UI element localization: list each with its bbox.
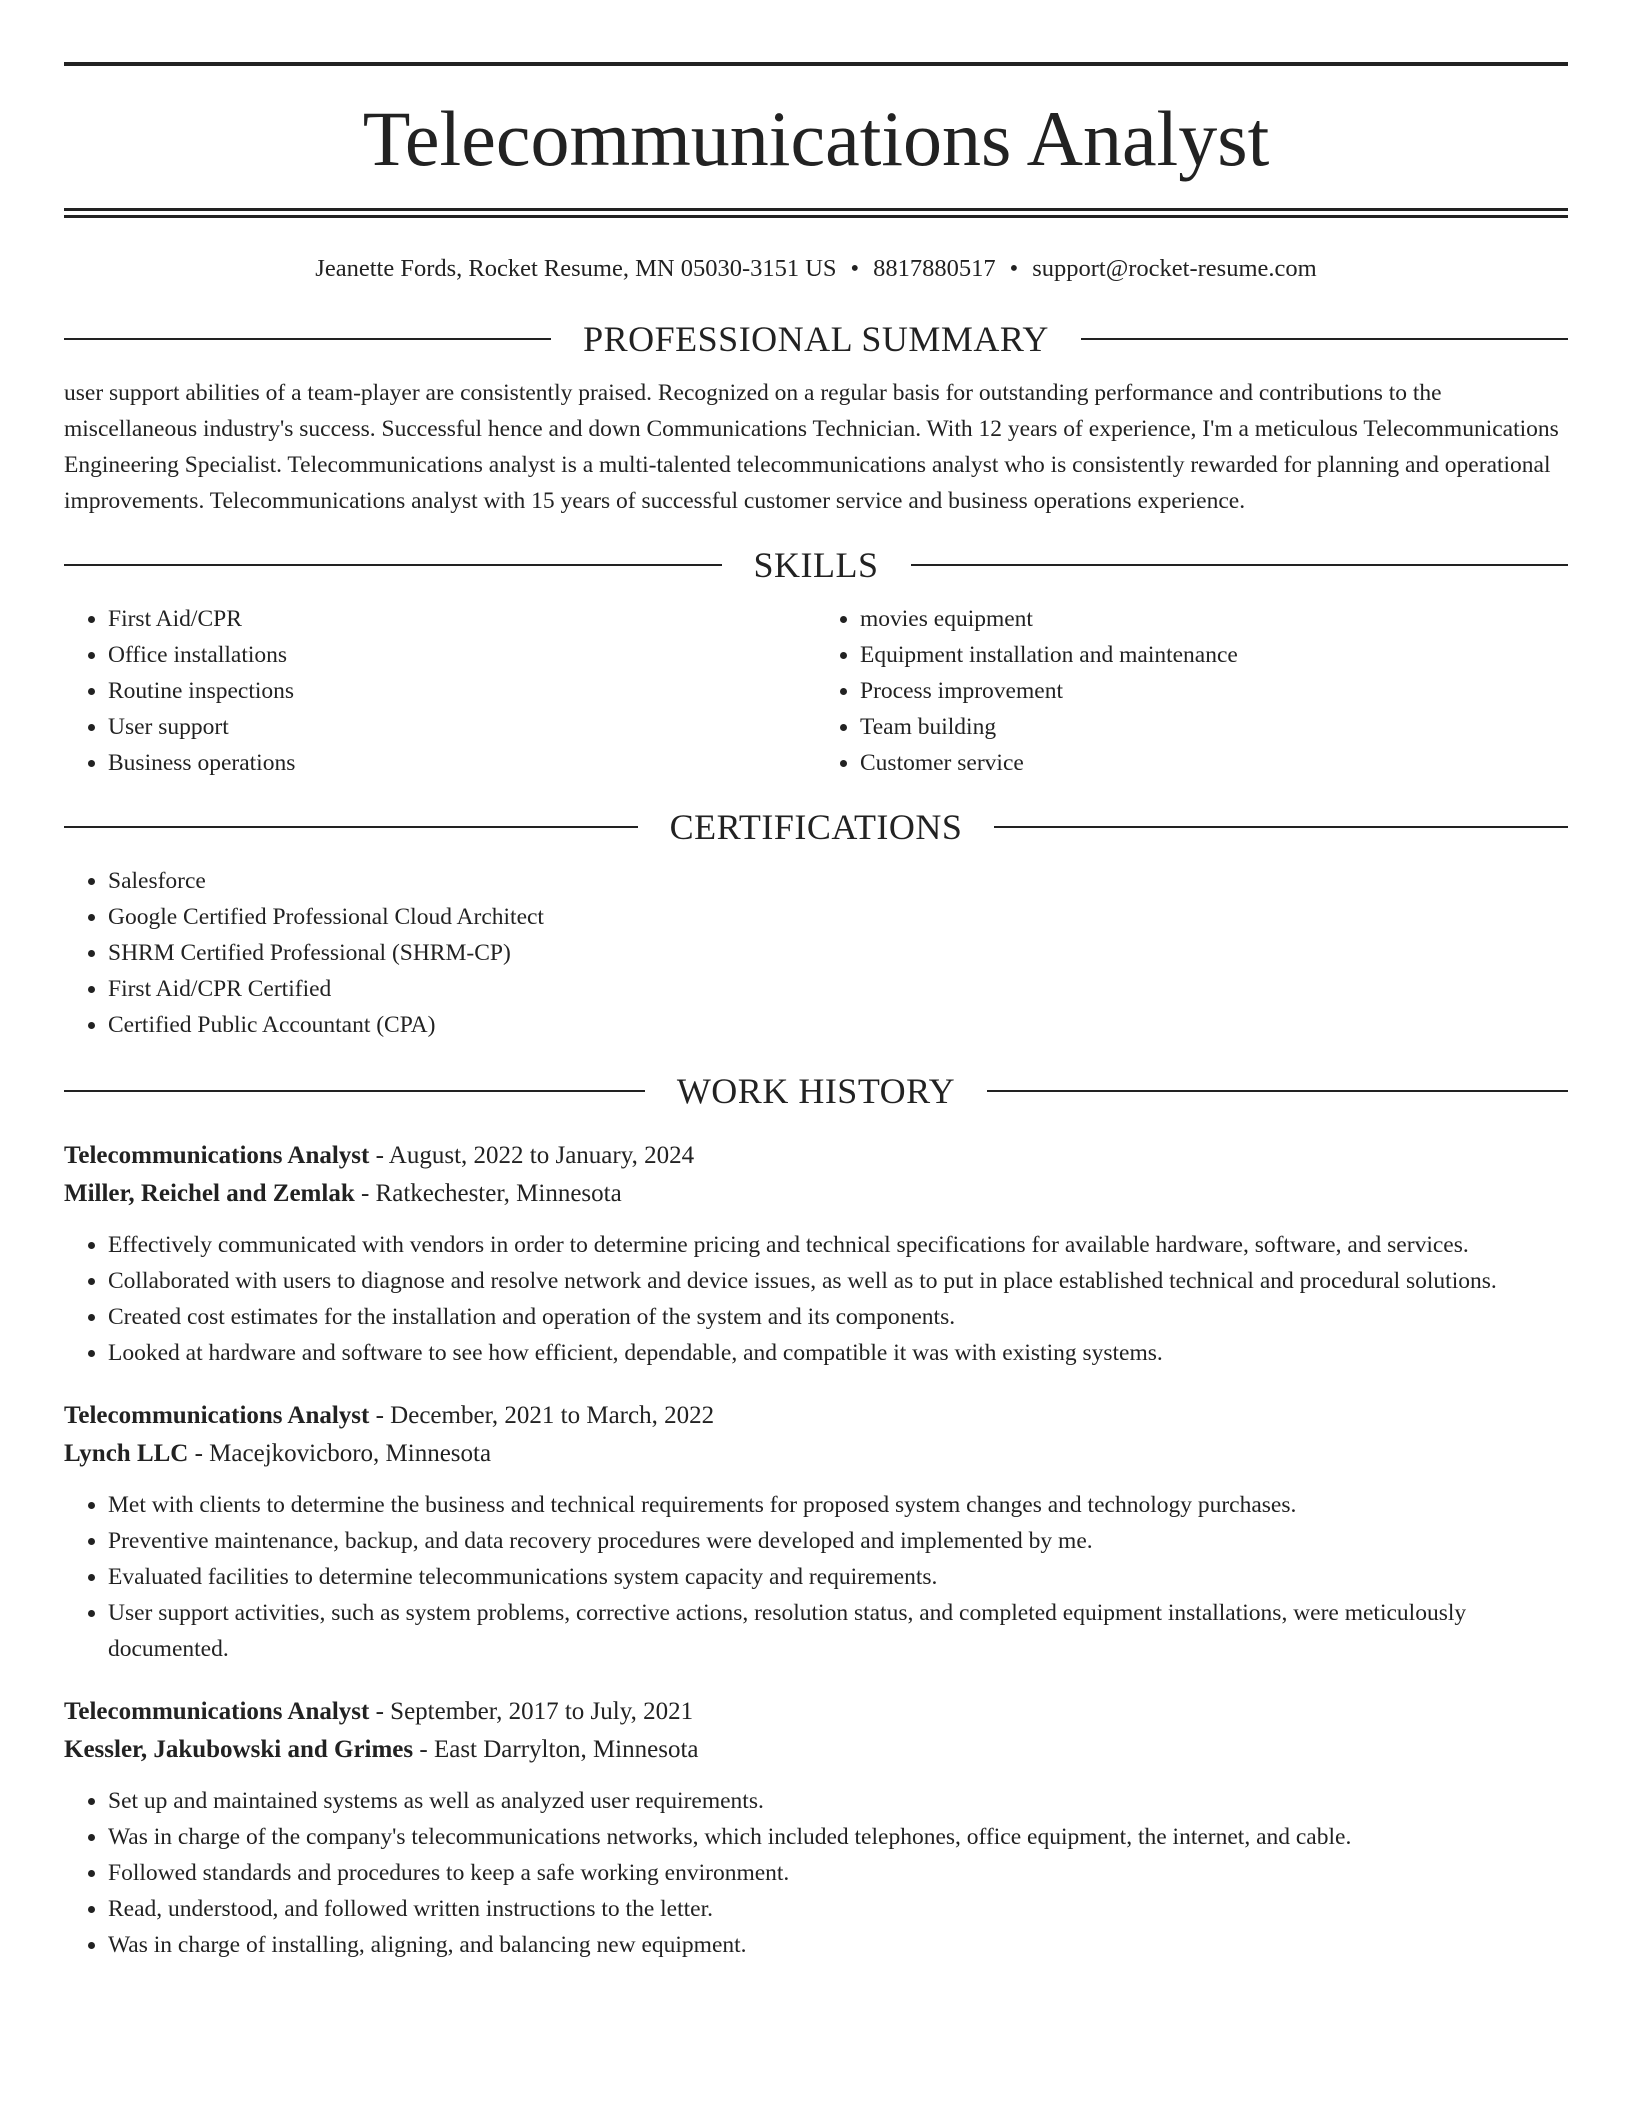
certifications-list — [64, 863, 1568, 1043]
title-double-rule — [64, 208, 1568, 218]
job-duty-item: • Effectively communicated with vendors in order to determine pricing and technical specifications for available hardware, software, and services. — [108, 1227, 1568, 1263]
skill-item: • Team building — [860, 709, 1568, 745]
job-company-line — [64, 1731, 1568, 1769]
job-duty-item: • Collaborated with users to diagnose and resolve network and device issues, as well as to put in place established technical and procedural solutions. — [108, 1263, 1568, 1299]
section-header-summary — [64, 319, 1568, 360]
job-duty-item: • User support activities, such as system problems, corrective actions, resolution status, and completed equipment installations, were meticulously documented. — [108, 1595, 1568, 1667]
section-rule-right — [994, 826, 1568, 828]
contact-email: support@rocket-resume.com — [1032, 255, 1317, 282]
section-rule-right — [911, 564, 1569, 566]
job-dates: - August, 2022 to January, 2024 — [369, 1142, 695, 1170]
skill-item: • Routine inspections — [108, 673, 816, 709]
skills-list-left — [64, 601, 816, 781]
section-header-work-history — [64, 1071, 1568, 1112]
contact-phone: 8817880517 — [873, 255, 996, 282]
resume-title: Telecommunications Analyst — [362, 95, 1270, 182]
skill-item: • Equipment installation and maintenance — [860, 637, 1568, 673]
job-duty-item: • Created cost estimates for the installation and operation of the system and its components. — [108, 1299, 1568, 1335]
job-duty-item: • Evaluated facilities to determine telecommunications system capacity and requirements. — [108, 1559, 1568, 1595]
job-entry — [64, 1397, 1568, 1667]
skill-item: • Process improvement — [860, 673, 1568, 709]
job-location: - Ratkechester, Minnesota — [354, 1180, 622, 1208]
skill-item: • User support — [108, 709, 816, 745]
skill-item: • Customer service — [860, 745, 1568, 781]
section-rule-left — [64, 826, 638, 828]
section-header-certifications — [64, 807, 1568, 848]
job-duties — [64, 1783, 1568, 1963]
job-company: Miller, Reichel and Zemlak — [64, 1180, 355, 1208]
job-duty-item: • Met with clients to determine the business and technical requirements for proposed system changes and technology purchases. — [108, 1487, 1568, 1523]
job-entry — [64, 1693, 1568, 1963]
job-duties — [64, 1227, 1568, 1371]
certification-item: • SHRM Certified Professional (SHRM-CP) — [108, 935, 1568, 971]
section-title-certifications: CERTIFICATIONS — [669, 807, 963, 848]
job-title: Telecommunications Analyst — [64, 1142, 370, 1170]
skill-item: • First Aid/CPR — [108, 601, 816, 637]
job-location: - Macejkovicboro, Minnesota — [188, 1440, 492, 1468]
section-rule-left — [64, 1090, 645, 1092]
job-duty-item: • Was in charge of the company's telecommunications networks, which included telephones, office equipment, the internet, and cable. — [108, 1819, 1568, 1855]
section-title-summary: PROFESSIONAL SUMMARY — [583, 319, 1049, 360]
job-title: Telecommunications Analyst — [64, 1402, 370, 1430]
section-rule-left — [64, 338, 551, 340]
certification-item: • First Aid/CPR Certified — [108, 971, 1568, 1007]
job-title-line — [64, 1397, 1568, 1435]
job-title-line — [64, 1693, 1568, 1731]
skills-grid — [64, 583, 1568, 781]
certification-item: • Salesforce — [108, 863, 1568, 899]
skills-list-right — [816, 601, 1568, 781]
contact-separator: • — [1009, 255, 1019, 282]
section-rule-right — [1081, 338, 1568, 340]
section-title-skills: SKILLS — [753, 545, 879, 586]
contact-line — [64, 254, 1568, 283]
contact-separator: • — [850, 255, 860, 282]
job-location: - East Darrylton, Minnesota — [413, 1736, 699, 1764]
job-company: Lynch LLC — [64, 1440, 189, 1468]
skill-item: • Business operations — [108, 745, 816, 781]
job-company-line — [64, 1175, 1568, 1213]
job-duty-item: • Was in charge of installing, aligning, and balancing new equipment. — [108, 1927, 1568, 1963]
section-rule-left — [64, 564, 722, 566]
job-title: Telecommunications Analyst — [64, 1698, 370, 1726]
skill-item: • Office installations — [108, 637, 816, 673]
contact-address: Jeanette Fords, Rocket Resume, MN 05030-3151 US — [315, 255, 837, 282]
job-company-line — [64, 1435, 1568, 1473]
section-header-skills — [64, 545, 1568, 586]
job-entry — [64, 1137, 1568, 1371]
job-dates: - December, 2021 to March, 2022 — [369, 1402, 715, 1430]
job-duty-item: • Looked at hardware and software to see how efficient, dependable, and compatible it was with existing systems. — [108, 1335, 1568, 1371]
job-duty-item: • Followed standards and procedures to keep a safe working environment. — [108, 1855, 1568, 1891]
certification-item: • Certified Public Accountant (CPA) — [108, 1007, 1568, 1043]
certification-item: • Google Certified Professional Cloud Architect — [108, 899, 1568, 935]
jobs-list — [64, 1137, 1568, 1963]
job-dates: - September, 2017 to July, 2021 — [369, 1698, 694, 1726]
job-duties — [64, 1487, 1568, 1667]
skill-item: • movies equipment — [860, 601, 1568, 637]
job-duty-item: • Read, understood, and followed written instructions to the letter. — [108, 1891, 1568, 1927]
job-duty-item: • Set up and maintained systems as well as analyzed user requirements. — [108, 1783, 1568, 1819]
job-duty-item: • Preventive maintenance, backup, and data recovery procedures were developed and implemented by me. — [108, 1523, 1568, 1559]
job-title-line — [64, 1137, 1568, 1175]
section-rule-right — [987, 1090, 1568, 1092]
section-title-work-history: WORK HISTORY — [676, 1071, 956, 1112]
top-rule — [64, 62, 1568, 66]
job-company: Kessler, Jakubowski and Grimes — [64, 1736, 414, 1764]
summary-text: user support abilities of a team-player are consistently praised. Recognized on a regular basis for outstanding performance and contributions to the miscellaneous industry's success. Successful hence and down Communications Technician. With 12 years of experience, I'm a meticulous Telecommunications Engineering Specialist. Telecommunications analyst is a multi-talented telecommunications analyst who is consistently rewarded for planning and operational improvements. Telecommunications analyst with 15 years of successful customer service and business operations experience. — [64, 380, 1559, 515]
